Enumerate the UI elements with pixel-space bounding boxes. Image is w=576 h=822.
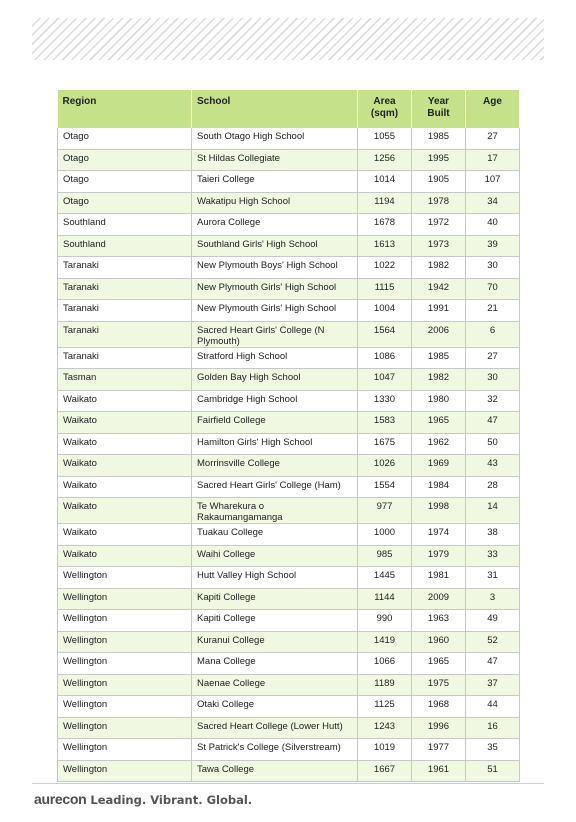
table-row [58,524,520,546]
cell-region: Otago [58,192,192,214]
table-row [58,214,520,236]
cell-school: Aurora College [192,214,358,236]
table-row [58,696,520,718]
table-row [58,455,520,477]
cell-year-built: 1965 [412,653,466,675]
cell-area: 1022 [358,257,412,279]
footer-divider [32,783,544,784]
cell-school: Te Wharekura o Rakaumangamanga [192,498,358,524]
table-row [58,390,520,412]
cell-region: Waikato [58,412,192,434]
schools-table-container [57,90,519,782]
cell-school: Fairfield College [192,412,358,434]
table-row [58,717,520,739]
cell-region: Wellington [58,588,192,610]
header-region: Region [58,90,192,128]
cell-school: New Plymouth Girls' High School [192,300,358,322]
table-row [58,412,520,434]
cell-age: 14 [466,498,520,524]
cell-region: Otago [58,128,192,149]
cell-area: 1189 [358,674,412,696]
cell-age: 16 [466,717,520,739]
cell-area: 1194 [358,192,412,214]
cell-school: Sacred Heart Girls' College (N Plymouth) [192,321,358,347]
cell-year-built: 1975 [412,674,466,696]
table-header [58,90,520,128]
header-year-built [412,90,466,128]
cell-area: 1445 [358,567,412,589]
cell-school: St Hildas Collegiate [192,149,358,171]
cell-year-built: 2009 [412,588,466,610]
cell-area: 1243 [358,717,412,739]
cell-school: Sacred Heart Girls' College (Ham) [192,476,358,498]
cell-age: 27 [466,128,520,149]
table-row [58,433,520,455]
table-body [58,128,520,782]
cell-school: Hutt Valley High School [192,567,358,589]
table-row [58,588,520,610]
cell-area: 1086 [358,347,412,369]
cell-school: New Plymouth Girls' High School [192,278,358,300]
cell-age: 38 [466,524,520,546]
header-area-line2: (sqm) [370,108,399,119]
cell-age: 70 [466,278,520,300]
table-row [58,631,520,653]
cell-school: South Otago High School [192,128,358,149]
table-row [58,567,520,589]
cell-year-built: 1995 [412,149,466,171]
cell-area: 1047 [358,369,412,391]
cell-school: New Plymouth Boys' High School [192,257,358,279]
cell-region: Waikato [58,524,192,546]
cell-region: Waikato [58,433,192,455]
cell-school: Cambridge High School [192,390,358,412]
cell-school: Kapiti College [192,588,358,610]
cell-year-built: 1961 [412,760,466,782]
cell-region: Wellington [58,674,192,696]
cell-year-built: 1965 [412,412,466,434]
cell-age: 30 [466,257,520,279]
table-row [58,347,520,369]
cell-school: Otaki College [192,696,358,718]
table-row [58,192,520,214]
aurecon-logo: aurecon [34,791,87,807]
table-row [58,128,520,149]
cell-region: Taranaki [58,257,192,279]
cell-age: 51 [466,760,520,782]
cell-area: 977 [358,498,412,524]
cell-age: 21 [466,300,520,322]
cell-year-built: 1973 [412,235,466,257]
cell-age: 44 [466,696,520,718]
cell-school: Taieri College [192,171,358,193]
cell-area: 1144 [358,588,412,610]
cell-area: 1055 [358,128,412,149]
cell-area: 1613 [358,235,412,257]
cell-school: Tawa College [192,760,358,782]
cell-age: 107 [466,171,520,193]
cell-area: 1554 [358,476,412,498]
table-row [58,476,520,498]
cell-area: 1019 [358,739,412,761]
cell-school: Sacred Heart College (Lower Hutt) [192,717,358,739]
cell-year-built: 1968 [412,696,466,718]
cell-region: Waikato [58,545,192,567]
cell-area: 1026 [358,455,412,477]
cell-age: 47 [466,412,520,434]
cell-area: 1667 [358,760,412,782]
cell-age: 6 [466,321,520,347]
cell-age: 37 [466,674,520,696]
cell-region: Wellington [58,610,192,632]
table-row [58,300,520,322]
cell-year-built: 1963 [412,610,466,632]
header-school: School [192,90,358,128]
cell-age: 31 [466,567,520,589]
cell-year-built: 1962 [412,433,466,455]
cell-age: 3 [466,588,520,610]
table-row [58,235,520,257]
cell-age: 33 [466,545,520,567]
cell-region: Waikato [58,390,192,412]
cell-age: 52 [466,631,520,653]
cell-region: Wellington [58,717,192,739]
cell-school: Golden Bay High School [192,369,358,391]
cell-area: 1066 [358,653,412,675]
header-year-line2: Built [427,108,450,119]
cell-region: Southland [58,214,192,236]
table-row [58,545,520,567]
table-row [58,653,520,675]
cell-region: Wellington [58,631,192,653]
cell-year-built: 1979 [412,545,466,567]
cell-year-built: 1996 [412,717,466,739]
cell-age: 50 [466,433,520,455]
cell-year-built: 2006 [412,321,466,347]
cell-region: Taranaki [58,278,192,300]
cell-area: 1564 [358,321,412,347]
cell-age: 47 [466,653,520,675]
table-row [58,149,520,171]
table-row [58,760,520,782]
cell-age: 39 [466,235,520,257]
cell-region: Wellington [58,739,192,761]
cell-age: 30 [466,369,520,391]
cell-region: Taranaki [58,300,192,322]
table-row [58,498,520,524]
cell-area: 1125 [358,696,412,718]
table-row [58,278,520,300]
header-area-line1: Area [373,96,396,107]
cell-area: 1014 [358,171,412,193]
header-row [58,90,520,128]
cell-year-built: 1942 [412,278,466,300]
cell-year-built: 1969 [412,455,466,477]
cell-area: 1004 [358,300,412,322]
cell-area: 1115 [358,278,412,300]
header-age: Age [466,90,520,128]
cell-age: 40 [466,214,520,236]
cell-area: 1678 [358,214,412,236]
cell-area: 990 [358,610,412,632]
cell-region: Wellington [58,567,192,589]
header-hatch-banner [32,18,544,60]
table-row [58,369,520,391]
cell-year-built: 1981 [412,567,466,589]
cell-school: Naenae College [192,674,358,696]
footer-tagline: Leading. Vibrant. Global. [90,793,253,807]
cell-age: 35 [466,739,520,761]
cell-year-built: 1985 [412,128,466,149]
cell-region: Wellington [58,696,192,718]
cell-school: Kapiti College [192,610,358,632]
cell-year-built: 1972 [412,214,466,236]
cell-area: 985 [358,545,412,567]
header-year-line1: Year [427,96,450,107]
cell-year-built: 1960 [412,631,466,653]
cell-school: Tuakau College [192,524,358,546]
cell-age: 28 [466,476,520,498]
cell-age: 17 [466,149,520,171]
cell-area: 1000 [358,524,412,546]
cell-region: Taranaki [58,321,192,347]
cell-area: 1330 [358,390,412,412]
cell-region: Tasman [58,369,192,391]
cell-region: Wellington [58,653,192,675]
cell-region: Southland [58,235,192,257]
cell-school: Stratford High School [192,347,358,369]
cell-age: 49 [466,610,520,632]
cell-year-built: 1978 [412,192,466,214]
cell-age: 32 [466,390,520,412]
table-row [58,171,520,193]
table-row [58,739,520,761]
cell-region: Waikato [58,455,192,477]
cell-school: St Patrick's College (Silverstream) [192,739,358,761]
cell-area: 1419 [358,631,412,653]
cell-year-built: 1974 [412,524,466,546]
cell-year-built: 1982 [412,257,466,279]
cell-region: Waikato [58,476,192,498]
cell-age: 27 [466,347,520,369]
cell-area: 1256 [358,149,412,171]
cell-year-built: 1998 [412,498,466,524]
cell-region: Waikato [58,498,192,524]
table-row [58,257,520,279]
cell-region: Otago [58,149,192,171]
cell-area: 1675 [358,433,412,455]
cell-age: 34 [466,192,520,214]
cell-school: Morrinsville College [192,455,358,477]
cell-school: Wakatipu High School [192,192,358,214]
cell-age: 43 [466,455,520,477]
header-area [358,90,412,128]
table-row [58,610,520,632]
cell-year-built: 1982 [412,369,466,391]
cell-school: Southland Girls' High School [192,235,358,257]
cell-region: Wellington [58,760,192,782]
cell-year-built: 1980 [412,390,466,412]
table-row [58,321,520,347]
footer [34,791,252,807]
schools-table [57,90,520,782]
cell-school: Waihi College [192,545,358,567]
cell-year-built: 1984 [412,476,466,498]
cell-region: Taranaki [58,347,192,369]
cell-school: Hamilton Girls' High School [192,433,358,455]
cell-year-built: 1977 [412,739,466,761]
cell-year-built: 1905 [412,171,466,193]
cell-area: 1583 [358,412,412,434]
cell-year-built: 1991 [412,300,466,322]
cell-year-built: 1985 [412,347,466,369]
cell-region: Otago [58,171,192,193]
cell-school: Mana College [192,653,358,675]
cell-school: Kuranui College [192,631,358,653]
table-row [58,674,520,696]
